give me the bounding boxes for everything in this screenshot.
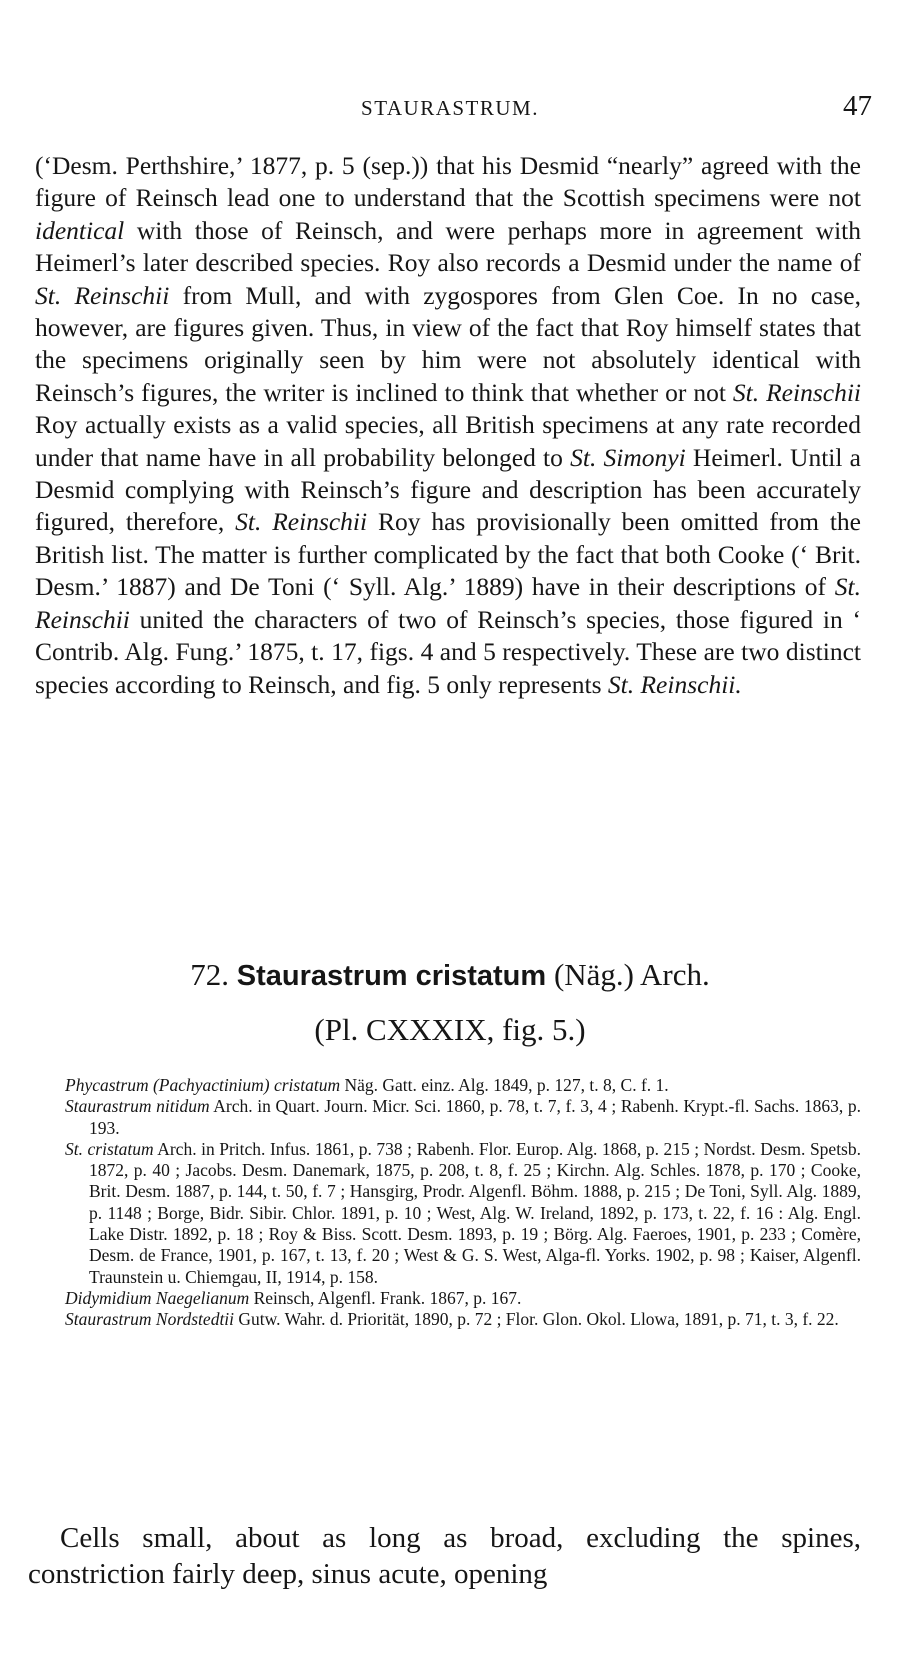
synonym-entry: [65, 1288, 861, 1309]
species-description: [28, 1520, 861, 1592]
synonym-entry: [65, 1075, 861, 1096]
synonym-entry: [65, 1096, 861, 1139]
synonym-citation: Reinsch, Algenfl. Frank. 1867, p. 167.: [249, 1287, 522, 1308]
synonym-name: St. cristatum: [65, 1138, 154, 1159]
text-run: from Mull, and with zygospores from Glen Coe. In no case, however, are figures given. Thus, in view of the fact that Roy himself states that the specimens originally seen by him were not absolutely identical with Reinsch’s figures, the writer is inclined to think that whether or not: [35, 280, 861, 407]
species-number: 72.: [190, 957, 229, 992]
synonym-entry: [65, 1139, 861, 1288]
italic-run: St. Reinschii: [35, 280, 170, 310]
text-run: united the characters of two of Reinsch’s species, those figured in ‘ Contrib. Alg. Fung.’ 1875, t. 17, figs. 4 and 5 respectively. These are two distinct species according to Reinsch, and fig. 5 only represents: [35, 604, 861, 699]
synonym-citation: Gutw. Wahr. d. Priorität, 1890, p. 72 ; Flor. Glon. Okol. Llowa, 1891, p. 71, t. 3, f. 22.: [234, 1309, 839, 1330]
italic-run: St. Simonyi: [570, 442, 686, 472]
synonym-name: Didymidium Naegelianum: [65, 1287, 250, 1308]
synonym-name: Staurastrum nitidum: [65, 1096, 210, 1117]
italic-run: St. Reinschii: [235, 507, 368, 537]
synonym-citation: Arch. in Pritch. Infus. 1861, p. 738 ; Rabenh. Flor. Europ. Alg. 1868, p. 215 ; Nordst. Desm. Spetsb. 1872, p. 40 ; Jacobs. Desm. Danemark, 1875, p. 208, t. 8, f. 25 ; Kirchn. Alg. Schles. 1878, p. 170 ; Cooke, Brit. Desm. 1887, p. 144, t. 50, f. 7 ; Hansgirg, Prodr. Algenfl. Böhm. 1888, p. 215 ; De Toni, Syll. Alg. 1889, p. 1148 ; Borge, Bidr. Sibir. Chlor. 1891, p. 10 ; West, Alg. W. Ireland, 1892, p. 173, t. 22, f. 16 : Alg. Engl. Lake Distr. 1892, p. 18 ; Roy & Biss. Scott. Desm. 1893, p. 19 ; Börg. Alg. Faeroes, 1901, p. 233 ; Comère, Desm. de France, 1901, p. 167, t. 13, f. 20 ; West & G. S. West, Alga-fl. Yorks. 1902, p. 98 ; Kaiser, Algenfl. Traunstein u. Chiemgau, II, 1914, p. 158.: [89, 1138, 861, 1287]
page-header: [0, 92, 900, 132]
text-run: Heimerl. Until a Desmid complying with Reinsch’s figure and description has been accurately figured, therefore,: [35, 442, 861, 537]
text-run: (‘Desm. Perthshire,’ 1877, p. 5 (sep.)) that his Desmid “nearly” agreed with the figure of Reinsch lead one to understand that the Scottish specimens were not: [35, 151, 861, 213]
text-run: Roy actually exists as a valid species, all British specimens at any rate recorded under that name have in all probability belonged to: [35, 410, 861, 472]
paragraph-1: [35, 150, 861, 701]
synonymy-list: [65, 1075, 861, 1331]
synonym-name: Staurastrum Nordstedtii: [65, 1309, 235, 1330]
running-title: STAURASTRUM.: [361, 96, 539, 120]
page-number: 47: [843, 90, 872, 122]
discussion-paragraph: [35, 150, 861, 701]
italic-run: St. Reinschii: [35, 572, 861, 634]
heading-title-line: [0, 955, 900, 996]
italic-run: identical: [35, 215, 125, 245]
synonym-citation: Näg. Gatt. einz. Alg. 1849, p. 127, t. 8, C. f. 1.: [340, 1075, 669, 1095]
synonym-citation: Arch. in Quart. Journ. Micr. Sci. 1860, p. 78, t. 7, f. 3, 4 ; Rabenh. Krypt.-fl. Sachs. 1863, p. 193.: [89, 1096, 861, 1138]
text-run: Roy has provisionally been omitted from the British list. The matter is further complicated by the fact that both Cooke (‘ Brit. Desm.’ 1887) and De Toni (‘ Syll. Alg.’ 1889) have in their descriptions of: [35, 507, 861, 602]
text-run: with those of Reinsch, and were perhaps more in agreement with Heimerl’s later described species. Roy also records a Desmid under the name of: [35, 215, 861, 278]
italic-run: St. Reinschii.: [607, 669, 742, 699]
description-text: Cells small, about as long as broad, excluding the spines, constriction fairly deep, sinus acute, opening: [28, 1522, 861, 1590]
plate-reference: (Pl. CXXXIX, fig. 5.): [314, 1012, 586, 1047]
species-name: Staurastrum cristatum: [236, 960, 547, 992]
italic-run: St. Reinschii: [732, 377, 861, 407]
synonym-name: Phycastrum (Pachyactinium) cristatum: [65, 1075, 341, 1095]
species-heading: [0, 955, 900, 1050]
synonym-entry: [65, 1309, 861, 1330]
species-authority: (Näg.) Arch.: [553, 957, 710, 992]
